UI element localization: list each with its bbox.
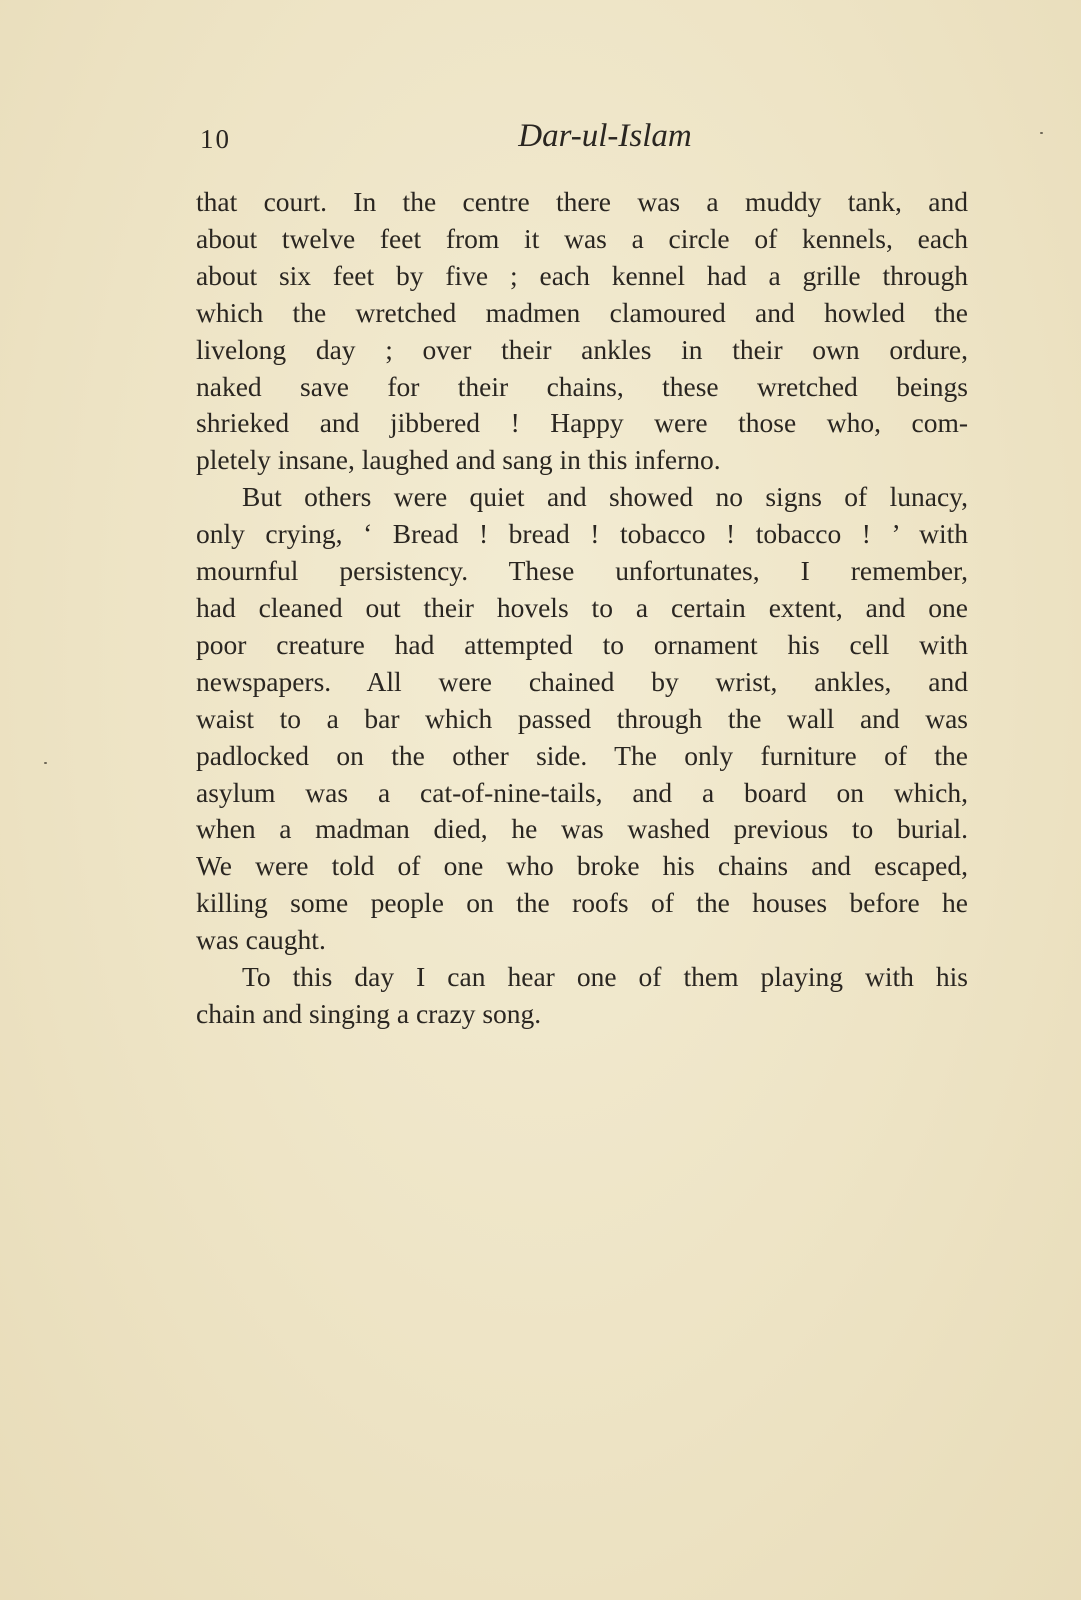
text-line: pletely insane, laughed and sang in this inferno. bbox=[196, 444, 721, 476]
paper-speck bbox=[44, 762, 47, 764]
page-number: 10 bbox=[200, 124, 231, 154]
text-line: naked save for their chains, these wretched beings bbox=[196, 370, 968, 402]
text-line: We were told of one who broke his chains and escaped, bbox=[196, 850, 968, 882]
paragraph bbox=[196, 184, 968, 479]
text-line: when a madman died, he was washed previous to burial. bbox=[196, 813, 968, 845]
text-line: killing some people on the roofs of the houses before he bbox=[196, 887, 968, 919]
text-line: that court. In the centre there was a muddy tank, and bbox=[196, 186, 968, 217]
text-line: chain and singing a crazy song. bbox=[196, 997, 542, 1029]
text-line: poor creature had attempted to ornament his cell with bbox=[196, 628, 968, 660]
text-line: about twelve feet from it was a circle of kennels, each bbox=[196, 222, 968, 254]
text-line: was caught. bbox=[196, 924, 326, 956]
paper-speck bbox=[1040, 132, 1043, 134]
running-head bbox=[200, 118, 970, 162]
paragraph bbox=[196, 959, 968, 1033]
text-line: asylum was a cat-of-nine-tails, and a board on which, bbox=[196, 776, 968, 808]
paragraph bbox=[196, 479, 968, 959]
text-line: waist to a bar which passed through the wall and was bbox=[196, 702, 968, 734]
text-line: mournful persistency. These unfortunates, I remember, bbox=[196, 555, 968, 587]
text-line: shrieked and jibbered ! Happy were those who, com- bbox=[196, 407, 968, 439]
text-line: newspapers. All were chained by wrist, ankles, and bbox=[196, 665, 968, 697]
text-line: padlocked on the other side. The only furniture of the bbox=[196, 739, 968, 771]
text-line: had cleaned out their hovels to a certain extent, and one bbox=[196, 591, 968, 623]
text-line: only crying, ‘ Bread ! bread ! tobacco ! tobacco ! ’ with bbox=[196, 518, 968, 550]
text-line: To this day I can hear one of them playing with his bbox=[242, 961, 968, 993]
body-text bbox=[196, 184, 968, 1033]
text-line: livelong day ; over their ankles in their own ordure, bbox=[196, 333, 968, 365]
text-line: But others were quiet and showed no signs of lunacy, bbox=[242, 481, 968, 513]
text-line: which the wretched madmen clamoured and howled the bbox=[196, 296, 968, 328]
text-line: about six feet by five ; each kennel had a grille through bbox=[196, 259, 968, 291]
running-title: Dar-ul-Islam bbox=[518, 118, 692, 154]
